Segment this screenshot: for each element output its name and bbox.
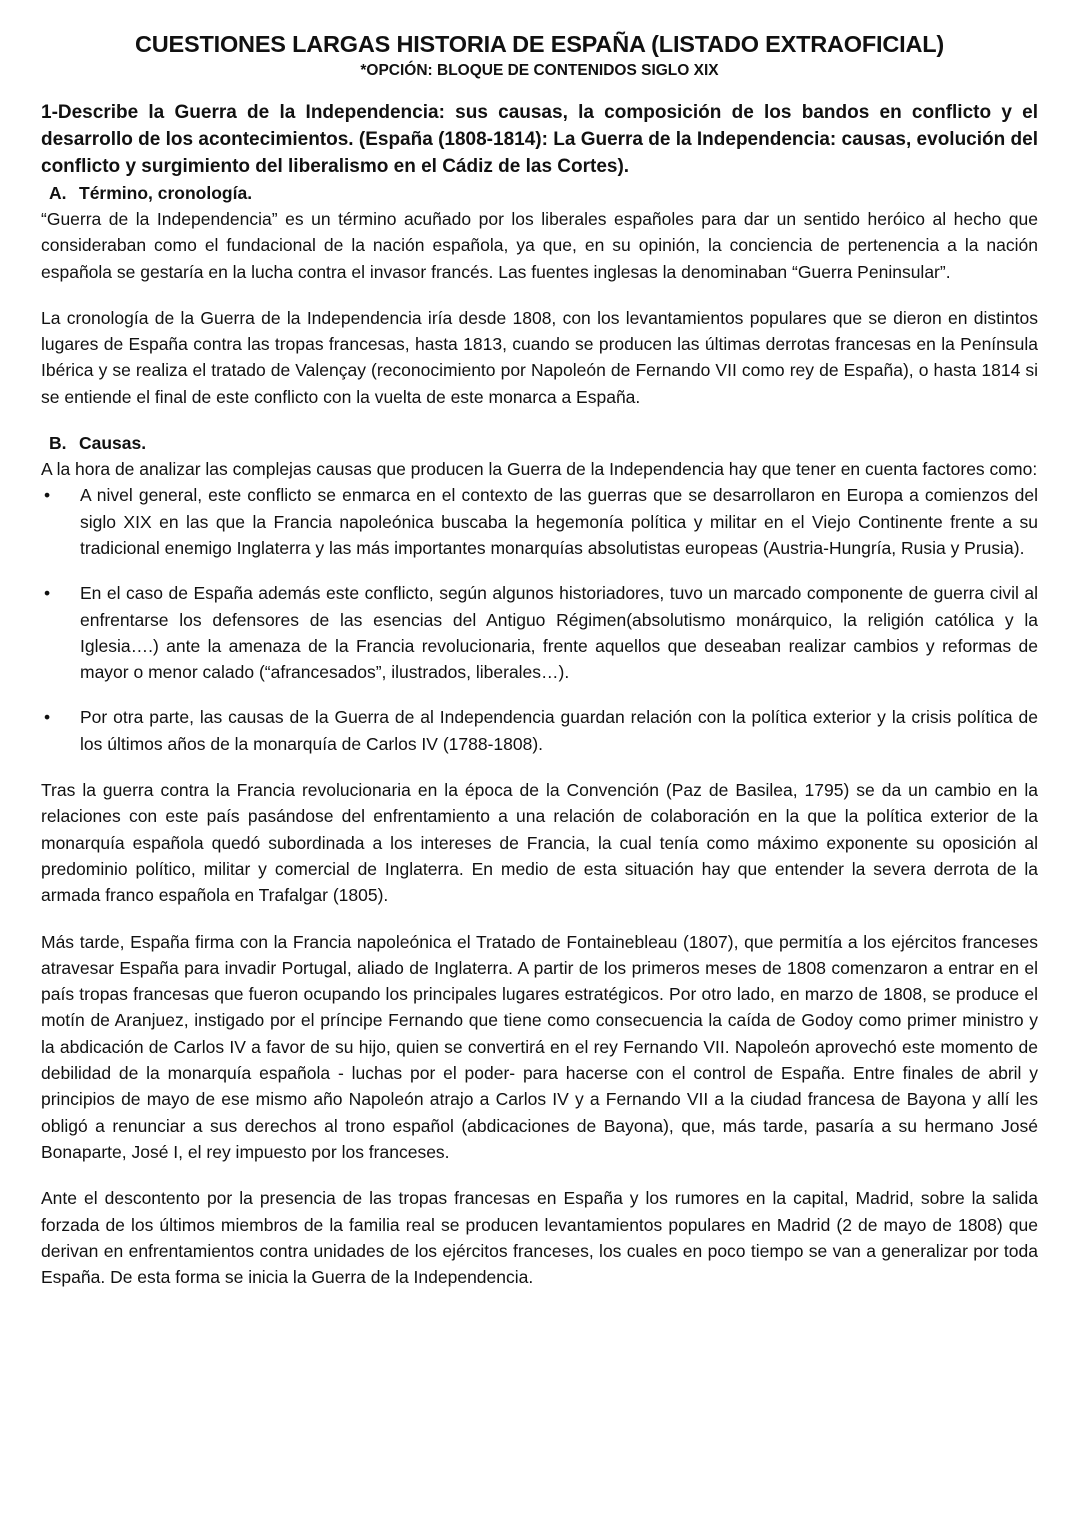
list-item-text: A nivel general, este conflicto se enmarca en el contexto de las guerras que se desarrollaron en Europa a comienzos del siglo XIX en las que la Francia napoleónica buscaba la hegemonía política y militar en el Viejo Continente frente a su tradicional enemigo Inglaterra y las más importantes monarquías absolutistas europeas (Austria-Hungría, Rusia y Prusia). xyxy=(80,485,1038,558)
bullet-icon: • xyxy=(44,707,51,728)
list-item xyxy=(41,482,1038,561)
section-a-paragraph-2: La cronología de la Guerra de la Independencia iría desde 1808, con los levantamientos populares que se dieron en distintos lugares de España contra las tropas francesas, hasta 1813, cuando se producen las últimas derrotas francesas en la Península Ibérica y se realiza el tratado de Valençay (reconocimiento por Napoleón de Fernando VII como rey de España), o hasta 1814 si se entiende el final de este conflicto con la vuelta de este monarca a España. xyxy=(41,307,1038,407)
section-b-paragraph-2: Más tarde, España firma con la Francia napoleónica el Tratado de Fontainebleau (1807), que permitía a los ejércitos franceses atravesar España para invadir Portugal, aliado de Inglaterra. A partir de los primeros meses de 1808 comenzaron a entrar en el país tropas francesas que fueron ocupando los principales lugares estratégicos. Por otro lado, en marzo de 1808, se produce el motín de Aranjuez, instigado por el príncipe Fernando que tiene como consecuencia la caída de Godoy como primer ministro y la abdicación de Carlos IV a favor de su hijo, quien se convertirá en el rey Fernando VII. Napoleón aprovechó este momento de debilidad de la monarquía española - luchas por el poder- para hacerse con el control de España. Entre finales de abril y principios de mayo de ese mismo año Napoleón atrajo a Carlos IV y a Fernando VII a la ciudad francesa de Bayona y allí les obligó a renunciar a sus derechos al trono español (abdicaciones de Bayona), que, más tarde, pasaría a su hermano José Bonaparte, José I, el rey impuesto por los franceses. xyxy=(41,931,1038,1162)
bullet-icon: • xyxy=(44,485,51,506)
section-b-paragraph-1: Tras la guerra contra la Francia revolucionaria en la época de la Convención (Paz de Basilea, 1795) se da un cambio en la relaciones con este país pasándose del enfrentamiento a una relación de colaboración en la que la política exterior de la monarquía española quedó subordinada a los intereses de Francia, la cual tenía como máximo exponente su oposición al predominio político, militar y comercial de Inglaterra. En medio de esta situación hay que entender la severa derrota de la armada franco española en Trafalgar (1805). xyxy=(41,780,1038,906)
document-title: CUESTIONES LARGAS HISTORIA DE ESPAÑA (LISTADO EXTRAOFICIAL) xyxy=(135,31,944,57)
section-a-title: Término, cronología. xyxy=(79,183,253,203)
list-item-text: En el caso de España además este conflicto, según algunos historiadores, tuvo un marcado componente de guerra civil al enfrentarse los defensores de las esencias del Antiguo Régimen(absolutismo monárquico, la religión católica y la Iglesia….) ante la amenaza de la Francia revolucionaria, frente aquellos que deseaban realizar cambios y reformas de mayor o menor calado (“afrancesados”, ilustrados, liberales…). xyxy=(80,583,1038,683)
section-a-heading xyxy=(49,180,1038,206)
section-b-paragraph-3: Ante el descontento por la presencia de las tropas francesas en España y los rumores en la capital, Madrid, sobre la salida forzada de los últimos miembros de la familia real se producen levantamientos populares en Madrid (2 de mayo de 1808) que derivan en enfrentamientos contra unidades de los ejércitos franceses, los cuales en poco tiempo se van a generalizar por toda España. De esta forma se inicia la Guerra de la Independencia. xyxy=(41,1188,1038,1288)
list-item xyxy=(41,704,1038,757)
list-item-text: Por otra parte, las causas de la Guerra de al Independencia guardan relación con la política exterior y la crisis política de los últimos años de la monarquía de Carlos IV (1788-1808). xyxy=(80,707,1038,754)
section-b-title: Causas. xyxy=(79,433,147,454)
section-a-letter: A. xyxy=(49,183,67,203)
causes-list xyxy=(41,482,1038,757)
question-heading: 1-Describe la Guerra de la Independencia: sus causas, la composición de los bandos en conflicto y el desarrollo de los acontecimientos. (España (1808-1814): La Guerra de la Independencia: causas, evolución del conflicto y surgimiento del liberalismo en el Cádiz de las Cortes). xyxy=(41,102,1038,177)
section-b-heading xyxy=(49,430,1038,456)
section-b-intro: A la hora de analizar las complejas causas que producen la Guerra de la Independencia hay que tener en cuenta factores como: xyxy=(41,459,1038,480)
list-item xyxy=(41,580,1038,685)
section-b-letter: B. xyxy=(49,433,67,454)
document-subtitle: *OPCIÓN: BLOQUE DE CONTENIDOS SIGLO XIX xyxy=(360,62,719,79)
section-a-paragraph-1: “Guerra de la Independencia” es un término acuñado por los liberales españoles para dar un sentido heróico al hecho que consideraban como el fundacional de la nación española, ya que, en su opinión, la conciencia de pertenencia a la nación española se gestaría en la lucha contra el invasor francés. Las fuentes inglesas la denominaban “Guerra Peninsular”. xyxy=(41,209,1038,282)
bullet-icon: • xyxy=(44,583,51,604)
